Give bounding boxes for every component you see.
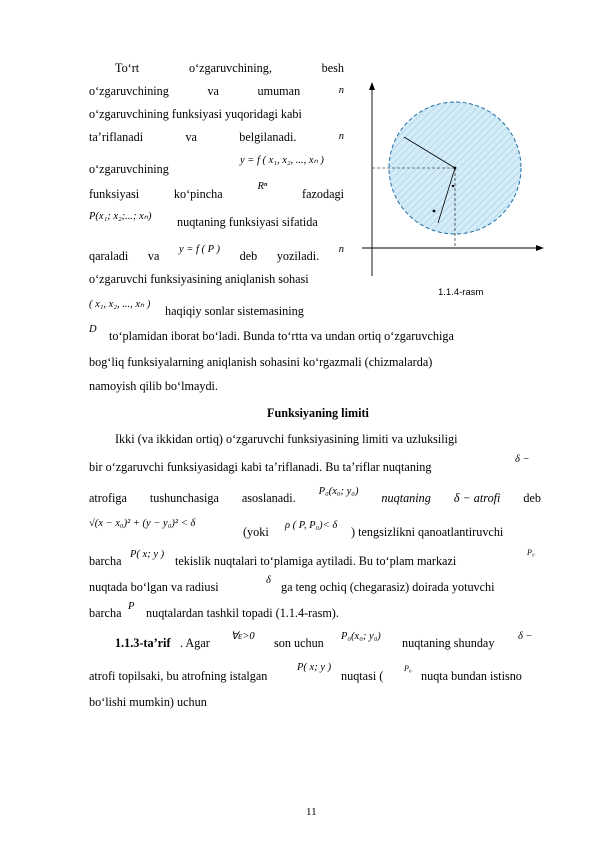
center-point xyxy=(454,167,457,170)
text-line: tekislik nuqtalari to‘plamiga aytiladi. Bu to‘plam markazi xyxy=(175,554,457,568)
y-axis-arrow-icon xyxy=(369,82,375,90)
word: deb xyxy=(239,249,258,263)
math-point: P(x₁; x₂;...; xₙ) xyxy=(89,211,152,222)
word: nuqtaning xyxy=(381,491,431,505)
word: o‘zgaruvchining, xyxy=(188,61,272,75)
word: To‘rt xyxy=(115,61,140,75)
definition-label: 1.1.3-ta’rif xyxy=(115,636,171,650)
math-D: D xyxy=(89,324,97,335)
x-axis-arrow-icon xyxy=(536,245,544,251)
word: o‘zgaruvchining xyxy=(89,84,169,98)
math-point: P( x; y ) xyxy=(130,549,165,560)
text-line: barcha xyxy=(89,554,122,568)
text-line: Ikki (va ikkidan ortiq) o‘zgaruvchi funksiyasining limiti va uzluksiligi xyxy=(115,432,458,446)
math-delta: δ − xyxy=(518,631,533,642)
text-line: atrofi topilsaki, bu atrofning istalgan xyxy=(89,669,268,683)
point-marker xyxy=(433,210,436,213)
word: ta’riflanadi xyxy=(89,130,144,144)
text-line: ) tengsizlikni qanoatlantiruvchi xyxy=(351,525,504,539)
word: va xyxy=(147,249,160,263)
text-line: son uchun xyxy=(274,636,324,650)
word: ko‘pincha xyxy=(173,187,223,201)
text-line: . Agar xyxy=(180,636,210,650)
text-line: (yoki xyxy=(243,525,269,539)
math-function: y = f ( x₁, x₂, ..., xₙ ) xyxy=(240,155,324,166)
word: qaraladi xyxy=(89,249,129,263)
text-line: o‘zgaruvchining xyxy=(89,162,169,176)
math-n: n xyxy=(338,244,344,255)
math-P0: P₀(x₀; y₀) xyxy=(341,631,381,642)
text-line: to‘plamidan iborat bo‘ladi. Bunda to‘rtta va undan ortiq o‘zgaruvchiga xyxy=(109,329,454,343)
math-rho: ρ ( P, P₀)< δ xyxy=(285,520,338,531)
text-line: ga teng ochiq (chegarasiz) doirada yotuvchi xyxy=(281,580,495,594)
text-line: namoyish qilib bo‘lmaydi. xyxy=(89,379,218,393)
text-line: o‘zgaruvchi funksiyasining aniqlanish sohasi xyxy=(89,272,309,286)
word: atrofiga xyxy=(89,491,127,505)
math-P: P xyxy=(128,601,135,612)
math-P0: P₀ xyxy=(404,664,412,673)
word: fazodagi xyxy=(302,187,344,201)
word: funksiyasi xyxy=(89,187,140,201)
word: deb xyxy=(523,491,541,505)
math-P0: P₀(x₀; y₀) xyxy=(318,486,359,497)
page-number: 11 xyxy=(306,806,317,818)
math-delta: δ xyxy=(266,575,271,586)
point-marker xyxy=(452,185,454,187)
section-heading: Funksiyaning limiti xyxy=(267,406,369,420)
text-line: bog‘liq funksiyalarning aniqlanish sohasini ko‘rgazmali (chizmalarda) xyxy=(89,355,433,369)
math-n: n xyxy=(338,85,344,96)
math-n: n xyxy=(338,131,344,142)
math-tuple: ( x₁, x₂, ..., xₙ ) xyxy=(89,299,151,310)
math-P0: P₀ xyxy=(527,548,535,557)
word: asoslanadi. xyxy=(241,491,296,505)
word: belgilanadi. xyxy=(239,130,297,144)
word: besh xyxy=(321,61,344,75)
text-line: haqiqiy sonlar sistemasining xyxy=(165,304,304,318)
word: va xyxy=(185,130,197,144)
math-inequality: √(x − x₀)² + (y − y₀)² < δ xyxy=(89,518,196,529)
word: tushunchasiga xyxy=(149,491,219,505)
text-line: bir o‘zgaruvchi funksiyasidagi kabi ta’riflanadi. Bu ta’riflar nuqtaning xyxy=(89,460,432,474)
text-line: nuqtasi ( xyxy=(341,669,384,683)
math-delta: δ − xyxy=(515,454,530,465)
neighborhood-figure xyxy=(356,80,544,280)
math-yfP: y = f ( P ) xyxy=(178,244,220,255)
text-line: nuqtaning shunday xyxy=(402,636,495,650)
text-line: nuqtada bo‘lgan va radiusi xyxy=(89,580,219,594)
word: va xyxy=(207,84,219,98)
math-Rn: Rⁿ xyxy=(257,181,268,192)
math-point: P( x; y ) xyxy=(297,662,332,673)
text-line: bo‘lishi mumkin) uchun xyxy=(89,695,207,709)
text-line: o‘zgaruvchining funksiyasi yuqoridagi kabi xyxy=(89,107,302,121)
word: umuman xyxy=(257,84,301,98)
math-epsilon: ∀ε>0 xyxy=(231,631,255,642)
figure-caption: 1.1.4-rasm xyxy=(438,287,484,298)
text-line: nuqta bundan istisno xyxy=(421,669,522,683)
text-line: nuqtaning funksiyasi sifatida xyxy=(177,215,318,229)
word: δ − atrofi xyxy=(453,491,501,505)
text-line: nuqtalardan tashkil topadi (1.1.4-rasm). xyxy=(146,606,339,620)
text-line: barcha xyxy=(89,606,122,620)
word: yoziladi. xyxy=(276,249,320,263)
